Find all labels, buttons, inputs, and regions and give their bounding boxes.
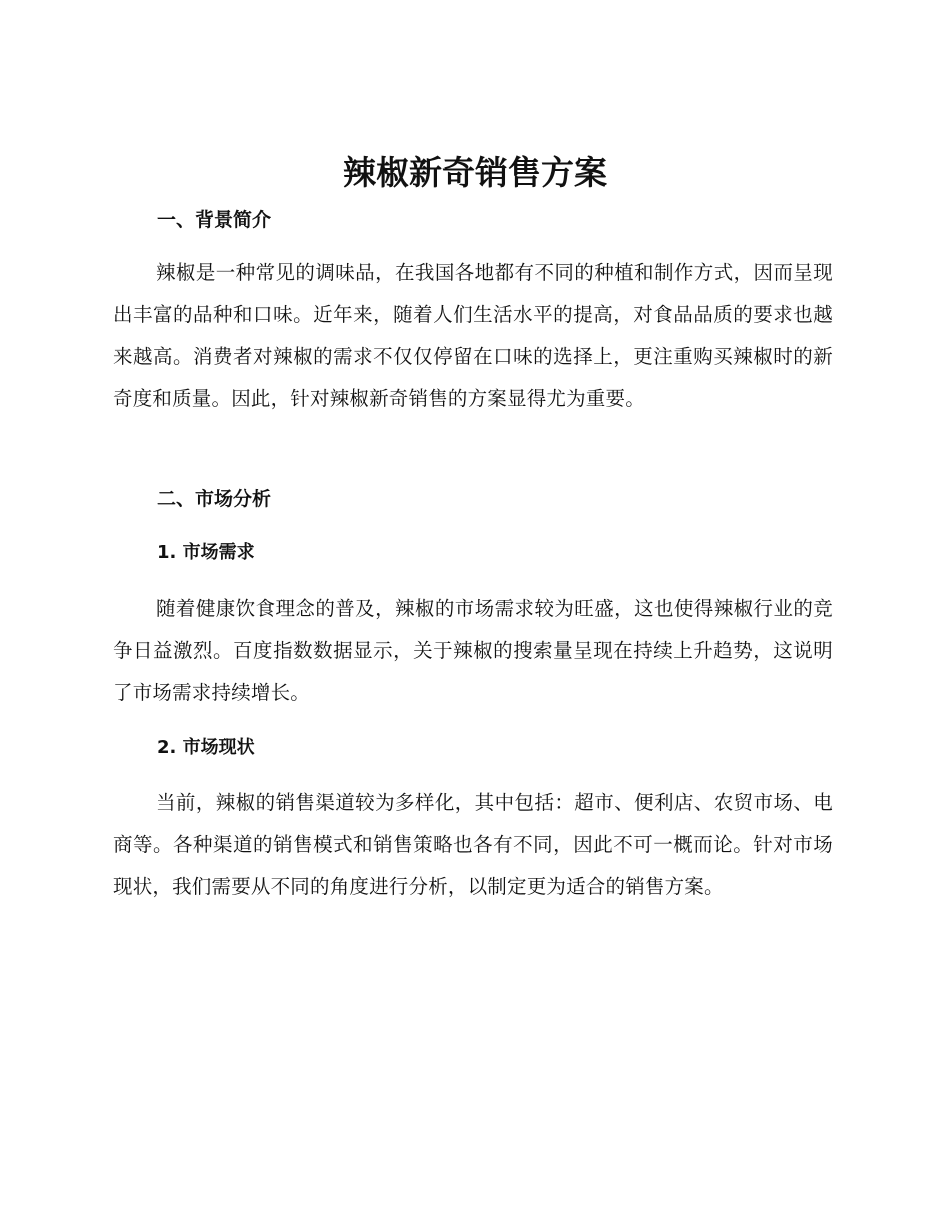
section-heading-background: 一、背景简介	[157, 209, 272, 231]
paragraph-market-status: 当前，辣椒的销售渠道较为多样化，其中包括：超市、便利店、农贸市场、电商等。各种渠道的销售模式和销售策略也各有不同，因此不可一概而论。针对市场现状，我们需要从不同的角度进行分析，以制定更为适合的销售方案。	[113, 791, 833, 898]
section-heading-market-analysis: 二、市场分析	[157, 488, 272, 510]
document-title: 辣椒新奇销售方案	[343, 153, 607, 192]
subheading-market-status: 2. 市场现状	[157, 737, 255, 758]
paragraph-background: 辣椒是一种常见的调味品，在我国各地都有不同的种植和制作方式，因而呈现出丰富的品种和口味。近年来，随着人们生活水平的提高，对食品品质的要求也越来越高。消费者对辣椒的需求不仅仅停留在口味的选择上，更注重购买辣椒时的新奇度和质量。因此，针对辣椒新奇销售的方案显得尤为重要。	[113, 261, 833, 410]
paragraph-market-demand: 随着健康饮食理念的普及，辣椒的市场需求较为旺盛，这也使得辣椒行业的竞争日益激烈。百度指数数据显示，关于辣椒的搜索量呈现在持续上升趋势，这说明了市场需求持续增长。	[113, 597, 833, 704]
subheading-market-demand: 1. 市场需求	[157, 542, 255, 563]
